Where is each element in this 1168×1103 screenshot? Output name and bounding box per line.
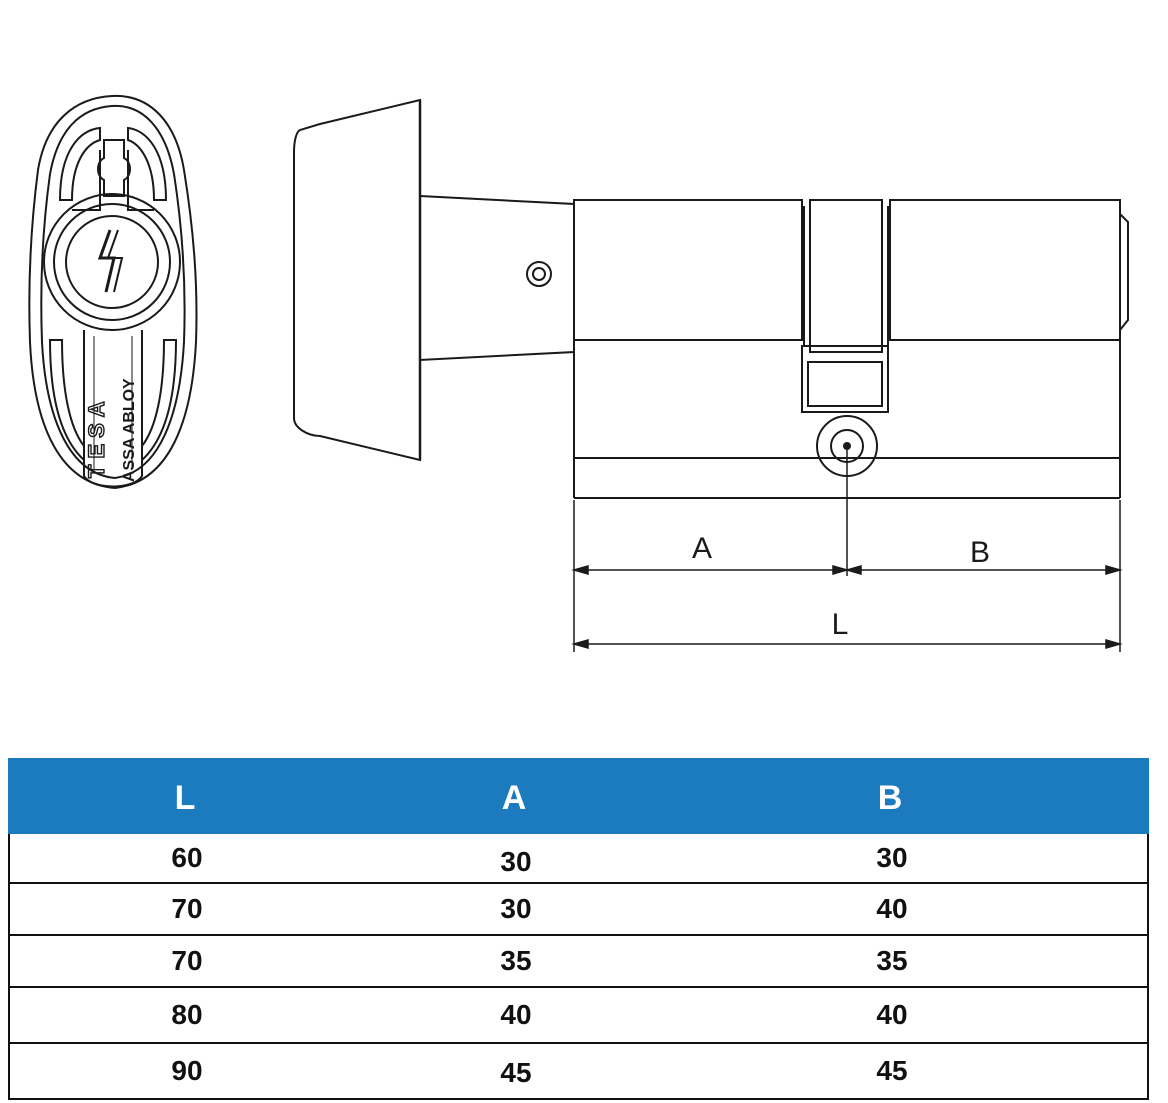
- cell-b: 45: [876, 1055, 908, 1086]
- cell-a: 35: [500, 945, 532, 976]
- table-row: [10, 936, 1147, 988]
- dimension-label-a: A: [691, 532, 713, 565]
- table-row: [10, 1044, 1147, 1098]
- cell-a: 40: [500, 999, 532, 1030]
- cell-l: 70: [171, 945, 203, 976]
- cell-b: 30: [876, 842, 908, 873]
- column-header-b: B: [877, 779, 903, 817]
- dimension-table: [8, 758, 1149, 1100]
- cell-a: 45: [500, 1057, 532, 1088]
- table-row: [10, 884, 1147, 936]
- column-header-l: L: [174, 779, 196, 817]
- cell-l: 70: [171, 893, 203, 924]
- cell-a: 30: [500, 846, 532, 877]
- dimension-lines: [574, 450, 1120, 652]
- table-header: [8, 758, 1149, 834]
- column-header-a: A: [501, 779, 527, 817]
- table-row: [10, 834, 1147, 884]
- table-body: [8, 834, 1149, 1100]
- brand-logo-text: TESA: [84, 395, 109, 478]
- side-view-cylinder: [294, 100, 1128, 498]
- cell-b: 40: [876, 999, 908, 1030]
- front-view-escutcheon: [29, 96, 196, 488]
- cell-l: 60: [171, 842, 203, 873]
- dimension-label-l: L: [831, 608, 849, 641]
- cell-a: 30: [500, 893, 532, 924]
- cell-b: 40: [876, 893, 908, 924]
- cell-l: 80: [171, 999, 203, 1030]
- table-row: [10, 988, 1147, 1044]
- dimension-label-b: B: [969, 536, 991, 569]
- set-screw-icon: [527, 262, 551, 286]
- cell-l: 90: [171, 1055, 203, 1086]
- brand-sub-text: ASSA ABLOY: [121, 378, 138, 482]
- cell-b: 35: [876, 945, 908, 976]
